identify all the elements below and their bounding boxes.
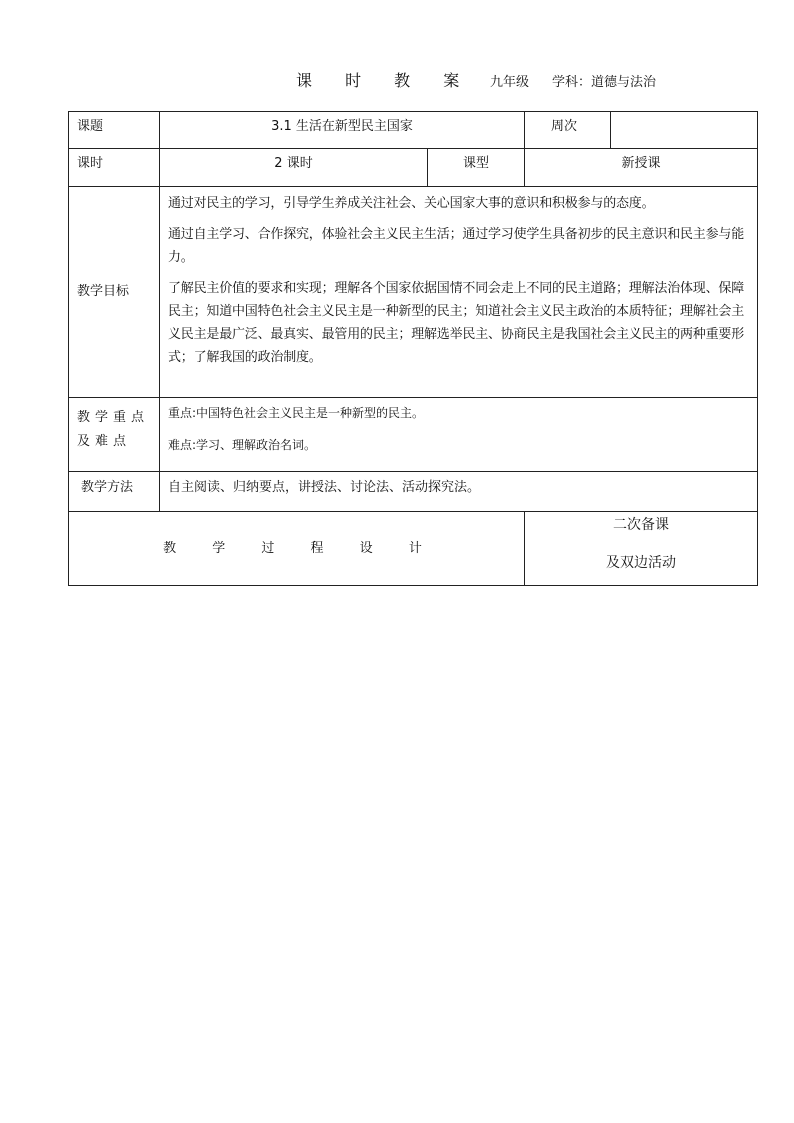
topic-value: 3.1 生活在新型民主国家 (160, 112, 525, 149)
design-row (69, 512, 758, 586)
keypoints-cell (160, 398, 758, 472)
page-title: 课 时 教 案 (296, 71, 474, 90)
goal-paragraph: 了解民主价值的要求和实现；理解各个国家依据国情不同会走上不同的民主道路；理解法治体现、保障民主；知道中国特色社会主义民主是一种新型的民主；知道社会主义民主政治的本质特征；理解社会主义民主是最广泛、最真实、最管用的民主；理解选举民主、协商民主是我国社会主义民主的两种重要形式；了解我国的政治制度。 (168, 281, 745, 365)
keypoints-row (69, 398, 758, 472)
lesson-plan-table (68, 111, 758, 586)
type-label: 课型 (428, 149, 525, 187)
goals-cell (160, 187, 758, 398)
goal-paragraph: 通过自主学习、合作探究，体验社会主义民主生活；通过学习使学生具备初步的民主意识和民主参与能力。 (168, 227, 745, 265)
grade-label: 九年级 (490, 75, 530, 90)
topic-label: 课题 (69, 112, 160, 149)
week-label: 周次 (525, 112, 611, 149)
key-point: 重点:中国特色社会主义民主是一种新型的民主。 (168, 406, 425, 420)
backup-line-1: 二次备课 (613, 517, 669, 533)
backup-line-2: 及双边活动 (606, 555, 676, 571)
backup-cell (525, 512, 758, 586)
hours-label: 课时 (69, 149, 160, 187)
type-value: 新授课 (525, 149, 758, 187)
week-value (611, 112, 758, 149)
hours-row (69, 149, 758, 187)
keypoints-label: 教学重点及难点 (69, 398, 160, 472)
methods-label: 教学方法 (69, 472, 160, 512)
design-title: 教 学 过 程 设 计 (69, 512, 525, 586)
methods-value: 自主阅读、归纳要点，讲授法、讨论法、活动探究法。 (160, 472, 758, 512)
subject-label: 学科：道德与法治 (552, 75, 657, 90)
methods-row (69, 472, 758, 512)
difficult-point: 难点:学习、理解政治名词。 (168, 438, 317, 452)
topic-row (69, 112, 758, 149)
hours-value: 2 课时 (160, 149, 428, 187)
goals-label: 教学目标 (69, 187, 160, 398)
goals-row (69, 187, 758, 398)
goal-paragraph: 通过对民主的学习，引导学生养成关注社会、关心国家大事的意识和积极参与的态度。 (168, 196, 655, 211)
